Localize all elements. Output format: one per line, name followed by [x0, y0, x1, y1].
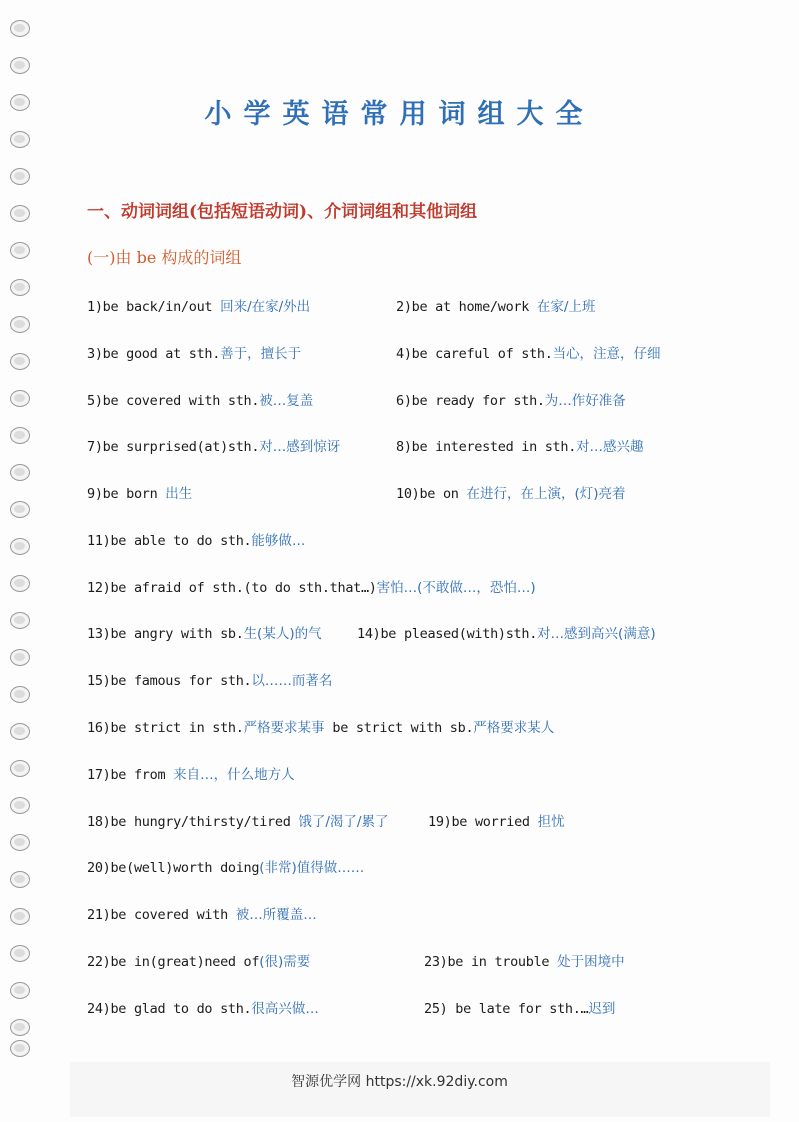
phrase-item: 18)be hungry/thirsty/tired 饿了/渴了/累了 [87, 814, 389, 830]
phrase-item: 19)be worried 担忧 [428, 814, 565, 830]
phrase-item: 14)be pleased(with)sth.对…感到高兴(满意) [357, 626, 656, 642]
binding-ring [10, 279, 30, 296]
phrase-item: 16)be strict in sth.严格要求某事 be strict with sb.严格要求某人 [87, 720, 555, 736]
binding-ring [10, 1040, 30, 1057]
binding-ring [10, 575, 30, 592]
spiral-binding [10, 20, 36, 1060]
phrase-item: 24)be glad to do sth.很高兴做… [87, 1001, 319, 1017]
binding-ring [10, 760, 30, 777]
phrase-item: 13)be angry with sb.生(某人)的气 [87, 626, 322, 642]
phrase-item: 21)be covered with 被…所覆盖… [87, 907, 317, 923]
phrase-item: 25) be late for sth.…迟到 [424, 1001, 616, 1017]
binding-ring [10, 501, 30, 518]
binding-ring [10, 908, 30, 925]
phrase-item: 20)be(well)worth doing(非常)值得做…… [87, 860, 365, 876]
binding-ring [10, 242, 30, 259]
page-title: 小学英语常用词组大全 [204, 99, 595, 130]
binding-ring [10, 20, 30, 37]
binding-ring [10, 131, 30, 148]
phrase-item: 11)be able to do sth.能够做… [87, 533, 306, 549]
binding-ring [10, 686, 30, 703]
binding-ring [10, 834, 30, 851]
subsection-heading: (一)由 be 构成的词组 [87, 248, 242, 267]
binding-ring [10, 982, 30, 999]
binding-ring [10, 205, 30, 222]
binding-ring [10, 390, 30, 407]
phrase-item: 10)be on 在进行，在上演，(灯)亮着 [396, 486, 626, 502]
section-heading: 一、动词词组(包括短语动词)、介词词组和其他词组 [87, 202, 478, 222]
binding-ring [10, 353, 30, 370]
binding-ring [10, 316, 30, 333]
phrase-item: 7)be surprised(at)sth.对…感到惊讶 [87, 439, 341, 455]
phrase-item: 9)be born 出生 [87, 486, 193, 502]
binding-ring [10, 945, 30, 962]
phrase-item: 22)be in(great)need of(很)需要 [87, 954, 311, 970]
binding-ring [10, 57, 30, 74]
phrase-item: 12)be afraid of sth.(to do sth.that…)害怕…(不敢做…，恐怕…) [87, 580, 536, 596]
binding-ring [10, 797, 30, 814]
phrase-item: 8)be interested in sth.对…感兴趣 [396, 439, 644, 455]
binding-ring [10, 649, 30, 666]
binding-ring [10, 464, 30, 481]
phrase-item: 23)be in trouble 处于困境中 [424, 954, 625, 970]
binding-ring [10, 538, 30, 555]
phrase-item: 1)be back/in/out 回来/在家/外出 [87, 299, 311, 315]
binding-ring [10, 871, 30, 888]
binding-ring [10, 427, 30, 444]
phrase-item: 5)be covered with sth.被…复盖 [87, 393, 314, 409]
binding-ring [10, 1019, 30, 1036]
phrase-item: 6)be ready for sth.为…作好准备 [396, 393, 626, 409]
phrase-item: 2)be at home/work 在家/上班 [396, 299, 596, 315]
binding-ring [10, 168, 30, 185]
binding-ring [10, 723, 30, 740]
footer-watermark: 智源优学网 https://xk.92diy.com [291, 1074, 508, 1090]
phrase-item: 15)be famous for sth.以……而著名 [87, 673, 333, 689]
phrase-item: 17)be from 来自…，什么地方人 [87, 767, 295, 783]
phrase-item: 4)be careful of sth.当心，注意，仔细 [396, 346, 661, 362]
binding-ring [10, 612, 30, 629]
phrase-item: 3)be good at sth.善于，擅长于 [87, 346, 302, 362]
